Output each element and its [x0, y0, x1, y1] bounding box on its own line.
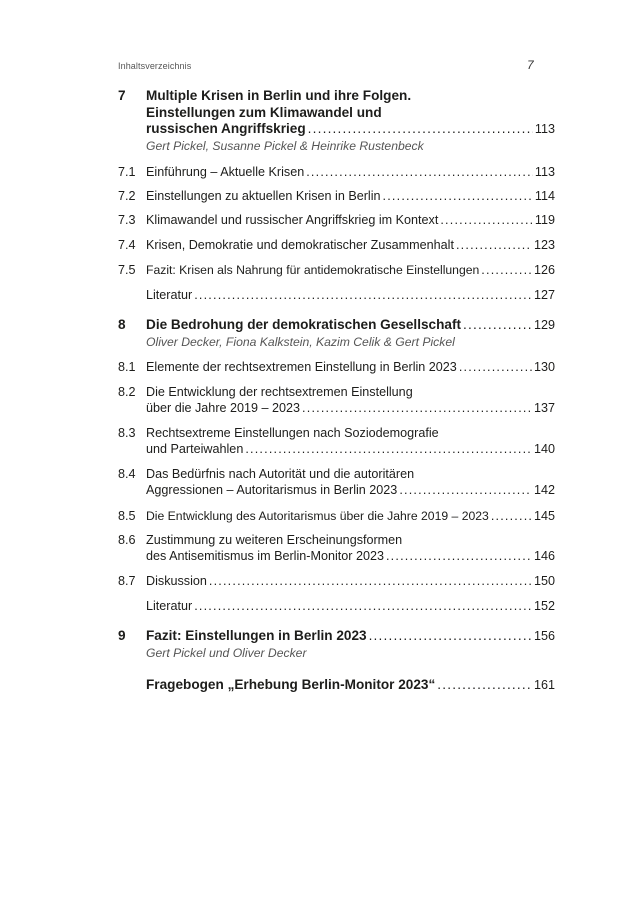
toc-chapter-8[interactable]	[118, 317, 555, 350]
page-number: 156	[533, 629, 555, 643]
section-title: Literatur	[146, 599, 193, 613]
section-number: 8.1	[118, 360, 136, 374]
page-number: 150	[533, 574, 555, 588]
page-number: 119	[534, 213, 555, 227]
section-title-line: Aggressionen – Autoritarismus in Berlin 2023	[146, 483, 398, 497]
page-number: 130	[533, 360, 555, 374]
section-number: 8.3	[118, 426, 136, 440]
toc-section-8-2[interactable]	[118, 384, 555, 416]
dot-leader	[209, 573, 532, 589]
running-header	[118, 58, 555, 72]
section-title: Diskussion	[146, 574, 207, 588]
dot-leader	[481, 262, 532, 278]
page-number: 113	[534, 165, 555, 179]
toc-literature-7[interactable]	[118, 287, 555, 303]
chapter-title-line: Fragebogen „Erhebung Berlin-Monitor 2023“	[146, 677, 436, 692]
page-number: 126	[533, 263, 555, 277]
page-number: 123	[533, 238, 555, 252]
page-number: 137	[533, 401, 555, 415]
section-title: Einführung – Aktuelle Krisen	[146, 165, 305, 179]
section-title: Klimawandel und russischer Angriffskrieg im Kontext	[146, 213, 439, 227]
dot-leader	[194, 598, 532, 614]
section-title-line: Zustimmung zu weiteren Erscheinungsformen	[146, 533, 403, 547]
page-number: 127	[533, 288, 555, 302]
section-title-line: des Antisemitismus im Berlin-Monitor 2023	[146, 549, 384, 563]
chapter-title-line: Fazit: Einstellungen in Berlin 2023	[146, 628, 367, 643]
page-number: 146	[533, 549, 555, 563]
section-title-line: Rechtsextreme Einstellungen nach Soziodemografie	[146, 426, 439, 440]
toc-section-8-6[interactable]	[118, 532, 555, 564]
section-number: 8.6	[118, 533, 136, 547]
page-number: 114	[534, 189, 555, 203]
page-number: 161	[533, 678, 555, 692]
section-title: Literatur	[146, 288, 193, 302]
toc-section-8-5[interactable]	[118, 508, 555, 524]
page-number: 113	[534, 122, 555, 136]
dot-leader	[437, 677, 532, 694]
dot-leader	[302, 400, 532, 416]
chapter-authors: Gert Pickel und Oliver Decker	[146, 645, 307, 660]
running-header-page-number: 7	[527, 58, 534, 72]
page-number: 145	[533, 509, 555, 523]
dot-leader	[308, 121, 533, 138]
section-title-line: über die Jahre 2019 – 2023	[146, 401, 301, 415]
section-title-line: Das Bedürfnis nach Autorität und die autoritären	[146, 467, 415, 481]
toc-section-7-4[interactable]	[118, 237, 555, 253]
page-number: 129	[533, 318, 555, 332]
toc-chapter-7[interactable]	[118, 88, 555, 154]
dot-leader	[399, 482, 532, 498]
dot-leader	[383, 188, 533, 204]
chapter-title-line: Einstellungen zum Klimawandel und	[146, 104, 382, 120]
section-title-line: Die Entwicklung der rechtsextremen Einstellung	[146, 385, 413, 399]
section-number: 7.2	[118, 189, 136, 203]
section-number: 7.1	[118, 165, 136, 179]
toc-section-8-1[interactable]	[118, 359, 555, 375]
page-number: 152	[533, 599, 555, 613]
toc-section-8-7[interactable]	[118, 573, 555, 589]
toc-questionnaire[interactable]	[118, 677, 555, 694]
section-number: 7.3	[118, 213, 136, 227]
section-title: Die Entwicklung des Autoritarismus über die Jahre 2019 – 2023	[146, 509, 489, 523]
chapter-number: 7	[118, 88, 126, 103]
toc-section-7-2[interactable]	[118, 188, 555, 204]
section-title: Elemente der rechtsextremen Einstellung in Berlin 2023	[146, 360, 457, 374]
toc-chapter-9[interactable]	[118, 628, 555, 661]
dot-leader	[245, 441, 532, 457]
toc-literature-8[interactable]	[118, 598, 555, 614]
dot-leader	[463, 317, 532, 334]
dot-leader	[456, 237, 532, 253]
section-number: 8.4	[118, 467, 136, 481]
chapter-title-line: Die Bedrohung der demokratischen Gesellschaft	[146, 317, 462, 332]
section-title: Fazit: Krisen als Nahrung für antidemokratische Einstellungen	[146, 263, 480, 277]
dot-leader	[459, 359, 532, 375]
chapter-number: 8	[118, 317, 126, 332]
dot-leader	[369, 628, 532, 645]
dot-leader	[306, 164, 533, 180]
section-title: Einstellungen zu aktuellen Krisen in Berlin	[146, 189, 381, 203]
toc-section-7-3[interactable]	[118, 212, 555, 228]
toc-section-8-4[interactable]	[118, 466, 555, 498]
chapter-title-line: russischen Angriffskrieg	[146, 121, 306, 136]
section-number: 7.5	[118, 263, 136, 277]
dot-leader	[491, 508, 532, 524]
toc-section-7-5[interactable]	[118, 262, 555, 278]
chapter-authors: Oliver Decker, Fiona Kalkstein, Kazim Celik & Gert Pickel	[146, 334, 455, 349]
dot-leader	[386, 548, 532, 564]
section-number: 8.7	[118, 574, 136, 588]
section-title-line: und Parteiwahlen	[146, 442, 244, 456]
dot-leader	[440, 212, 533, 228]
toc-section-7-1[interactable]	[118, 164, 555, 180]
chapter-authors: Gert Pickel, Susanne Pickel & Heinrike Rustenbeck	[146, 138, 424, 153]
chapter-title-line: Multiple Krisen in Berlin und ihre Folgen.	[146, 88, 412, 103]
section-number: 7.4	[118, 238, 136, 252]
toc-section-8-3[interactable]	[118, 425, 555, 457]
dot-leader	[194, 287, 532, 303]
section-number: 8.5	[118, 509, 136, 523]
chapter-number: 9	[118, 628, 126, 643]
page-number: 142	[533, 483, 555, 497]
running-header-label: Inhaltsverzeichnis	[118, 61, 192, 71]
section-number: 8.2	[118, 385, 136, 399]
page-number: 140	[533, 442, 555, 456]
section-title: Krisen, Demokratie und demokratischer Zusammenhalt	[146, 238, 454, 252]
